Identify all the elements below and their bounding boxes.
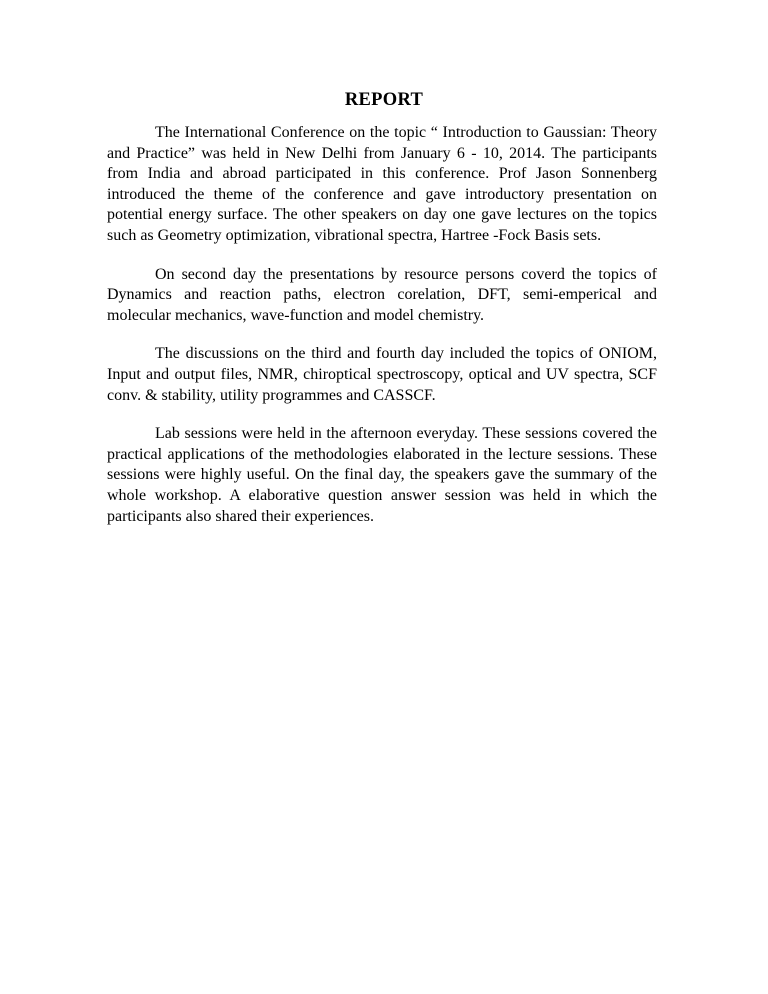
paragraph-lab-sessions: Lab sessions were held in the afternoon everyday. These sessions covered the practical applications of the methodologies elaborated in the lecture sessions. These sessions were highly useful. On the final day, the speakers gave the summary of the whole workshop. A elaborative question answer session was held in which the participants also shared their experiences.	[107, 425, 657, 525]
report-title: REPORT	[344, 90, 424, 110]
paragraph-second-day: On second day the presentations by resource persons coverd the topics of Dynamics and reaction paths, electron corelation, DFT, semi-emperical and molecular mechanics, wave-function and model chemistry.	[107, 265, 657, 324]
paragraph-third-fourth-day: The discussions on the third and fourth day included the topics of ONIOM, Input and output files, NMR, chiroptical spectroscopy, optical and UV spectra, SCF conv. & stability, utility programmes and CASSCF.	[107, 345, 657, 404]
paragraph-conference-intro: The International Conference on the topic “ Introduction to Gaussian: Theory and Practice” was held in New Delhi from January 6 - 10, 2014. The participants from India and abroad participated in this conference. Prof Jason Sonnenberg introduced the theme of the conference and gave introductory presentation on potential energy surface. The other speakers on day one gave lectures on the topics such as Geometry optimization, vibrational spectra, Hartree -Fock Basis sets.	[107, 124, 657, 244]
report-body	[107, 123, 657, 545]
